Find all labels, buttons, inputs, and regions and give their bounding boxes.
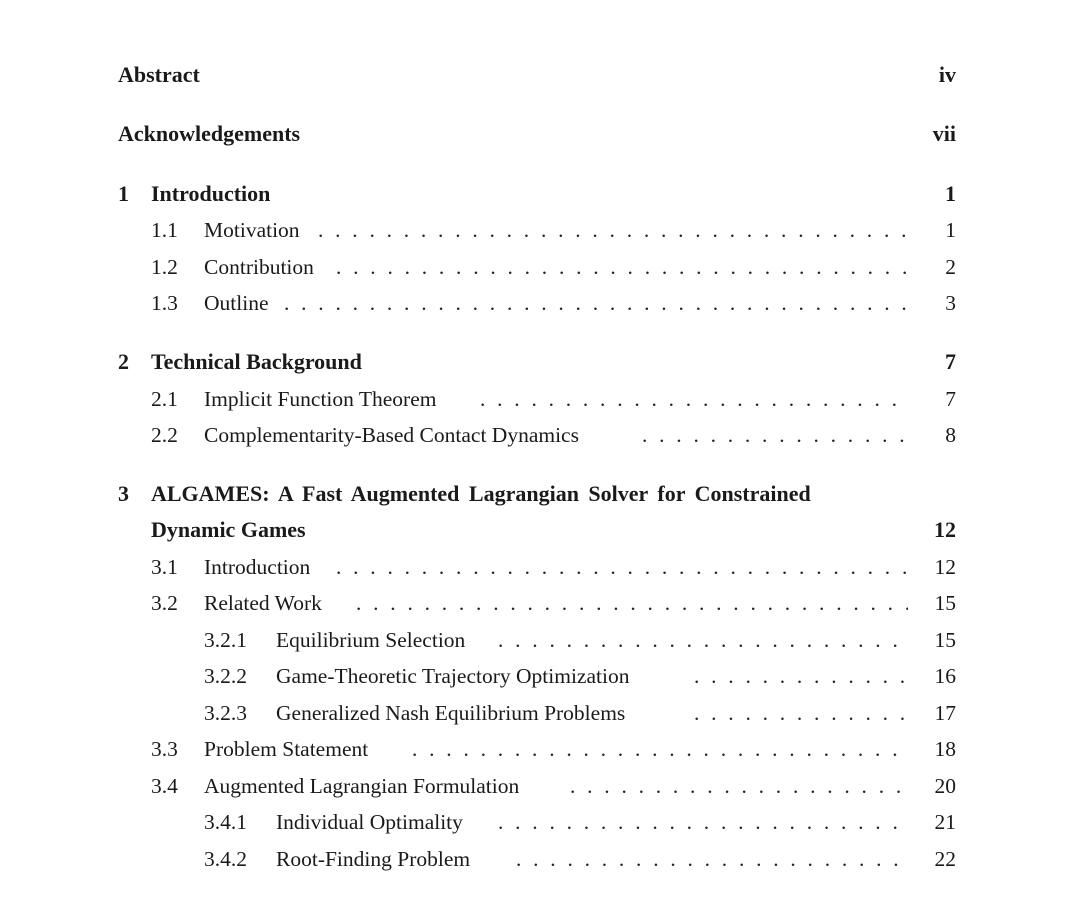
toc-page-number: 7 — [945, 349, 956, 374]
toc-title-continued: Dynamic Games — [151, 517, 306, 542]
leader-dots — [498, 623, 908, 657]
toc-number: 3 — [118, 481, 129, 506]
toc-title: Generalized Nash Equilibrium Problems — [276, 701, 626, 725]
toc-page-number: 15 — [934, 628, 956, 652]
toc-title: Introduction — [151, 181, 271, 206]
leader-dots — [356, 586, 908, 620]
toc-title: Acknowledgements — [118, 121, 301, 146]
toc-title: Related Work — [204, 591, 322, 615]
toc-title: Motivation — [204, 218, 300, 242]
toc-number: 1.1 — [151, 218, 178, 242]
toc-number: 2 — [118, 349, 129, 374]
toc-title: Abstract — [118, 62, 200, 87]
toc-title: Contribution — [204, 255, 314, 279]
toc-number: 3.2.1 — [204, 628, 247, 652]
leader-dots — [642, 418, 908, 452]
toc-page-number: 12 — [934, 555, 956, 579]
toc-number: 2.2 — [151, 423, 178, 447]
leader-dots — [498, 805, 908, 839]
toc-section-3-3[interactable] — [0, 732, 1080, 766]
toc-page-number: 2 — [945, 255, 956, 279]
toc-page-number: 12 — [934, 517, 956, 542]
toc-title: Implicit Function Theorem — [204, 387, 437, 411]
toc-section-2-2[interactable] — [0, 418, 1080, 452]
toc-page-number: 1 — [945, 181, 956, 206]
toc-page-number: 16 — [934, 664, 956, 688]
toc-subsection-3-2-3[interactable] — [0, 696, 1080, 730]
toc-subsection-3-4-1[interactable] — [0, 805, 1080, 839]
toc-section-2-1[interactable] — [0, 382, 1080, 416]
toc-number: 1.3 — [151, 291, 178, 315]
toc-title: Technical Background — [151, 349, 362, 374]
toc-page-number: 1 — [945, 218, 956, 242]
leader-dots — [570, 769, 908, 803]
toc-number: 3.4 — [151, 774, 178, 798]
leader-dots — [336, 250, 908, 284]
toc-number: 3.4.1 — [204, 810, 247, 834]
leader-dots — [336, 550, 908, 584]
toc-section-1-1[interactable] — [0, 213, 1080, 247]
toc-page-number: 21 — [934, 810, 956, 834]
toc-entry-abstract[interactable] — [0, 58, 1080, 92]
toc-chapter-3[interactable] — [0, 477, 1080, 511]
toc-number: 3.2.3 — [204, 701, 247, 725]
toc-page-number: 3 — [945, 291, 956, 315]
toc-page-number: 7 — [945, 387, 956, 411]
toc-title: Problem Statement — [204, 737, 369, 761]
toc-section-3-4[interactable] — [0, 769, 1080, 803]
toc-chapter-2[interactable] — [0, 345, 1080, 379]
toc-chapter-3-continued[interactable] — [0, 513, 1080, 547]
leader-dots — [694, 659, 908, 693]
toc-number: 3.1 — [151, 555, 178, 579]
toc-subsection-3-2-2[interactable] — [0, 659, 1080, 693]
toc-number: 3.3 — [151, 737, 178, 761]
leader-dots — [318, 213, 908, 247]
toc-title: Root-Finding Problem — [276, 847, 471, 871]
toc-number: 1 — [118, 181, 129, 206]
toc-page-number: 17 — [934, 701, 956, 725]
toc-number: 1.2 — [151, 255, 178, 279]
toc-title: Equilibrium Selection — [276, 628, 466, 652]
toc-title: Augmented Lagrangian Formulation — [204, 774, 520, 798]
leader-dots — [284, 286, 908, 320]
toc-section-1-2[interactable] — [0, 250, 1080, 284]
toc-subsection-3-4-2[interactable] — [0, 842, 1080, 876]
toc-number: 3.2 — [151, 591, 178, 615]
toc-section-1-3[interactable] — [0, 286, 1080, 320]
toc-title: Game-Theoretic Trajectory Optimization — [276, 664, 630, 688]
toc-page-number: vii — [932, 121, 956, 146]
toc-page-number: 20 — [934, 774, 956, 798]
toc-number: 2.1 — [151, 387, 178, 411]
leader-dots — [412, 732, 908, 766]
leader-dots — [480, 382, 908, 416]
toc-page-number: 15 — [934, 591, 956, 615]
toc-number: 3.4.2 — [204, 847, 247, 871]
toc-title: Introduction — [204, 555, 311, 579]
toc-chapter-1[interactable] — [0, 177, 1080, 211]
toc-title: Complementarity-Based Contact Dynamics — [204, 423, 579, 447]
toc-subsection-3-2-1[interactable] — [0, 623, 1080, 657]
toc-entry-acknowledgements[interactable] — [0, 117, 1080, 151]
toc-number: 3.2.2 — [204, 664, 247, 688]
toc-title: ALGAMES: A Fast Augmented Lagrangian Solver for Constrained — [151, 481, 811, 506]
toc-section-3-1[interactable] — [0, 550, 1080, 584]
toc-title: Outline — [204, 291, 269, 315]
toc-page-number: iv — [938, 62, 956, 87]
toc-title: Individual Optimality — [276, 810, 463, 834]
toc-page-number: 8 — [945, 423, 956, 447]
leader-dots — [516, 842, 908, 876]
toc-page-number: 18 — [934, 737, 956, 761]
toc-page-number: 22 — [934, 847, 956, 871]
toc-section-3-2[interactable] — [0, 586, 1080, 620]
leader-dots — [694, 696, 908, 730]
